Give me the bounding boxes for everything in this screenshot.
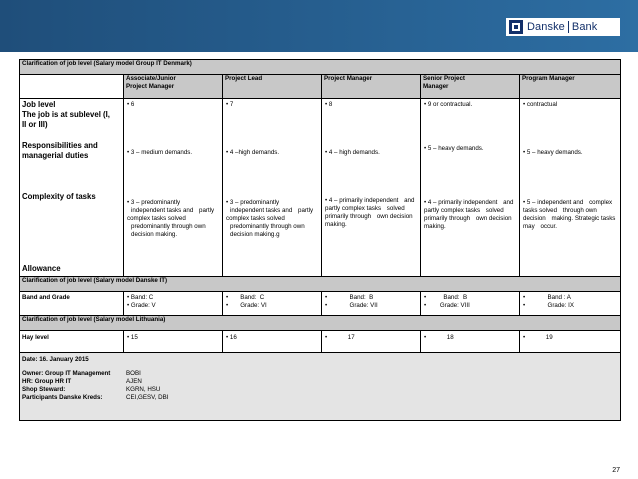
complexity-line: • 4 – primarily independent — [325, 197, 399, 204]
band-value: • Band: C — [226, 294, 265, 301]
hay-value: • 16 — [223, 331, 322, 353]
footer-owner-value: BOBI — [126, 370, 141, 378]
column-header-project-lead — [223, 75, 322, 99]
column-cell-associate — [124, 99, 223, 277]
danske-bank-logo — [506, 18, 620, 36]
footer-hr-label: HR: Group HR IT — [22, 378, 72, 386]
hay-value: • 15 — [124, 331, 223, 353]
table-row-hay-level — [20, 331, 621, 353]
complexity-line: solved primarily through — [325, 205, 405, 221]
complexity-line: • 4 – primarily independent — [424, 199, 498, 206]
column-cell-program-manager — [520, 99, 621, 277]
complexity-line: making. Strategic tasks may — [523, 215, 616, 231]
row-label-line: Job level — [22, 100, 56, 109]
column-header-line: Associate/Junior — [126, 75, 176, 82]
job-level-table — [19, 59, 621, 421]
footer-participants-label: Participants Danske Kreds: — [22, 394, 103, 402]
responsibilities-value: • 5 – heavy demands. — [424, 145, 484, 152]
grade-value: • Grade: VIII — [424, 302, 470, 310]
row-label-line: II or III) — [22, 120, 48, 130]
page-number: 27 — [612, 467, 620, 474]
row-label-hay: Hay level — [20, 331, 124, 353]
grade-value: • Grade: V — [127, 302, 156, 310]
complexity-line: through own decision — [523, 207, 597, 223]
complexity-line: independent tasks and — [230, 207, 293, 215]
responsibilities-value: • 3 – medium demands. — [127, 149, 193, 156]
row-label-line: managerial duties — [22, 151, 89, 161]
column-header-associate — [124, 75, 223, 99]
hay-value: • 19 — [520, 331, 621, 353]
band-grade-cell — [124, 292, 223, 316]
complexity-line: • 3 – predominantly — [226, 199, 280, 206]
complexity-line: • 3 – predominantly — [127, 199, 181, 206]
complexity-value — [325, 197, 417, 229]
row-label-responsibilities — [22, 141, 98, 161]
column-header-line: Program Manager — [522, 75, 575, 82]
column-header-project-manager — [322, 75, 421, 99]
row-label-line: Responsibilities and — [22, 141, 98, 150]
complexity-line: partly complex tasks solved — [127, 207, 215, 223]
band-value: • Band : A — [523, 294, 571, 301]
band-value: • Band: B — [325, 294, 374, 301]
responsibilities-value: • 5 – heavy demands. — [523, 149, 583, 156]
footer-owner-label: Owner: Group IT Management — [22, 370, 111, 378]
complexity-line: decision making.g — [230, 231, 280, 239]
complexity-line: partly complex tasks solved — [226, 207, 314, 223]
grade-value: • Grade: VI — [226, 302, 267, 310]
section-lithuania: Clarification of job level (Salary model Lithuania) — [20, 316, 621, 331]
responsibilities-value: • 4 –high demands. — [226, 149, 280, 156]
job-level-value: • 9 or contractual. — [424, 101, 473, 108]
grade-value: • Grade: IX — [523, 302, 574, 310]
section-group-it-denmark: Clarification of job level (Salary model Group IT Denmark) — [20, 60, 621, 75]
footer-participants-value: CEI,GESV, DBI — [126, 394, 169, 402]
column-cell-senior-project-manager — [421, 99, 520, 277]
footer-date: Date: 16. January 2015 — [22, 356, 89, 363]
brand-name-b: Bank — [571, 21, 598, 33]
danske-bank-mark-icon — [509, 20, 523, 34]
section-danske-it: Clarification of job level (Salary model Danske IT) — [20, 277, 621, 292]
complexity-line: complex tasks solved — [523, 199, 613, 215]
complexity-line: predominantly through own — [131, 223, 206, 231]
job-level-value: • 6 — [127, 101, 135, 108]
column-header-line: Project Manager — [324, 75, 373, 82]
footer-cell — [20, 353, 621, 421]
job-level-value: • contractual — [523, 101, 558, 108]
complexity-value — [226, 199, 318, 239]
hay-value: • 17 — [322, 331, 421, 353]
column-header-line: Project Lead — [225, 75, 263, 82]
table-row-band-grade — [20, 292, 621, 316]
complexity-value — [127, 199, 219, 239]
footer-hr-value: AJEN — [126, 378, 142, 386]
row-label-complexity: Complexity of tasks — [22, 192, 96, 201]
job-level-value: • 7 — [226, 101, 234, 108]
footer-steward-value: KGRN, HSU — [126, 386, 161, 394]
band-grade-cell — [421, 292, 520, 316]
complexity-value — [424, 199, 516, 231]
column-cell-project-lead — [223, 99, 322, 277]
column-header-line: Senior Project — [423, 75, 465, 82]
complexity-line: occur. — [540, 223, 557, 231]
header-blank-cell — [20, 75, 124, 99]
brand-separator — [568, 21, 569, 33]
row-label-band: Band and Grade — [20, 292, 124, 316]
complexity-value — [523, 199, 617, 231]
complexity-line: and partly complex tasks — [424, 199, 514, 215]
complexity-line: and partly complex tasks — [325, 197, 415, 213]
grade-value: • Grade: VII — [325, 302, 378, 310]
complexity-line: decision making. — [131, 231, 178, 239]
complexity-line: own decision making. — [325, 213, 413, 229]
column-header-line: Project Manager — [126, 83, 175, 91]
footer-row — [20, 353, 621, 421]
band-value: • Band: B — [424, 294, 468, 301]
job-level-value: • 8 — [325, 101, 333, 108]
header-banner — [0, 0, 638, 52]
band-grade-cell — [223, 292, 322, 316]
row-label-line: The job is at sublevel (I, — [22, 110, 110, 120]
column-cell-project-manager — [322, 99, 421, 277]
column-header-program-manager — [520, 75, 621, 99]
column-header-senior-project-manager — [421, 75, 520, 99]
band-value: • Band: C — [127, 294, 154, 301]
hay-value: • 18 — [421, 331, 520, 353]
band-grade-cell — [520, 292, 621, 316]
row-label-allowance: Allowance — [22, 264, 61, 273]
row-label-job-level — [22, 100, 110, 130]
brand-name-a: Danske — [527, 21, 565, 33]
responsibilities-value: • 4 – high demands. — [325, 149, 380, 156]
complexity-line: • 5 – independent and — [523, 199, 584, 206]
complexity-line: independent tasks and — [131, 207, 194, 215]
complexity-line: own decision making. — [424, 215, 512, 231]
row-labels-cell — [20, 99, 124, 277]
table-row-group-it — [20, 99, 621, 277]
footer-steward-label: Shop Steward: — [22, 386, 66, 394]
complexity-line: solved primarily through — [424, 207, 504, 223]
footer-details — [22, 370, 618, 402]
band-grade-cell — [322, 292, 421, 316]
column-header-line: Manager — [423, 83, 449, 91]
complexity-line: predominantly through own — [230, 223, 305, 231]
